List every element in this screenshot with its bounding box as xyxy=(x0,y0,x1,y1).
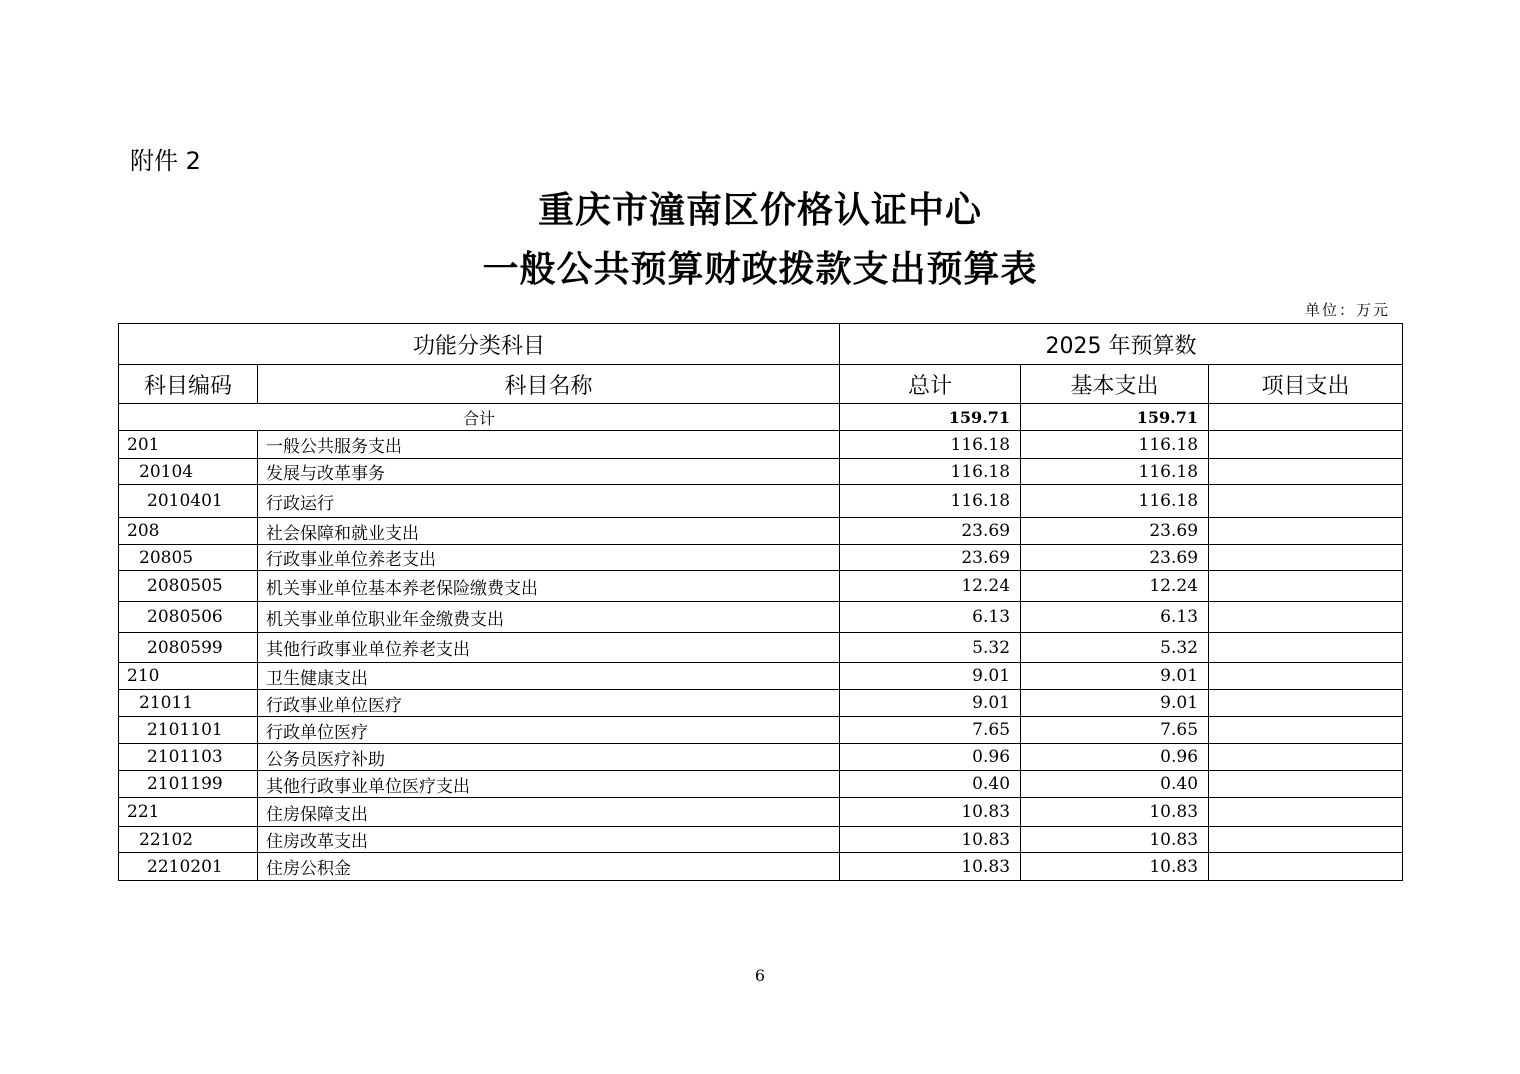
row-name: 行政事业单位养老支出 xyxy=(258,545,840,571)
row-name: 公务员医疗补助 xyxy=(258,744,840,771)
row-total: 0.96 xyxy=(840,744,1021,771)
budget-table xyxy=(118,323,1403,881)
row-project xyxy=(1209,431,1403,459)
table-row xyxy=(119,459,1403,485)
row-project xyxy=(1209,518,1403,545)
row-total: 9.01 xyxy=(840,690,1021,717)
header-function-category: 功能分类科目 xyxy=(119,324,840,365)
table-row xyxy=(119,798,1403,827)
row-basic: 9.01 xyxy=(1021,690,1209,717)
table-row xyxy=(119,744,1403,771)
row-name: 行政运行 xyxy=(258,485,840,518)
row-name: 机关事业单位基本养老保险缴费支出 xyxy=(258,571,840,602)
row-basic: 23.69 xyxy=(1021,518,1209,545)
table-row xyxy=(119,633,1403,663)
row-code: 2080505 xyxy=(119,571,258,602)
table-row xyxy=(119,771,1403,798)
header-name: 科目名称 xyxy=(258,365,840,404)
row-basic: 5.32 xyxy=(1021,633,1209,663)
row-basic: 23.69 xyxy=(1021,545,1209,571)
total-row xyxy=(119,404,1403,431)
row-total: 116.18 xyxy=(840,459,1021,485)
row-total: 5.32 xyxy=(840,633,1021,663)
row-name: 住房保障支出 xyxy=(258,798,840,827)
row-project xyxy=(1209,771,1403,798)
attachment-label: 附件 2 xyxy=(130,147,201,175)
row-code: 2101101 xyxy=(119,717,258,744)
table-row xyxy=(119,431,1403,459)
table-row xyxy=(119,602,1403,633)
total-basic: 159.71 xyxy=(1021,404,1209,431)
table-row xyxy=(119,545,1403,571)
row-total: 116.18 xyxy=(840,431,1021,459)
row-name: 行政事业单位医疗 xyxy=(258,690,840,717)
row-total: 7.65 xyxy=(840,717,1021,744)
header-project: 项目支出 xyxy=(1209,365,1403,404)
table-row xyxy=(119,663,1403,690)
table-row xyxy=(119,690,1403,717)
row-code: 2101103 xyxy=(119,744,258,771)
row-project xyxy=(1209,545,1403,571)
row-code: 2010401 xyxy=(119,485,258,518)
row-basic: 116.18 xyxy=(1021,459,1209,485)
table-header-group-row xyxy=(119,324,1403,365)
row-basic: 0.40 xyxy=(1021,771,1209,798)
row-project xyxy=(1209,633,1403,663)
total-amount: 159.71 xyxy=(840,404,1021,431)
header-total: 总计 xyxy=(840,365,1021,404)
row-basic: 9.01 xyxy=(1021,663,1209,690)
row-basic: 10.83 xyxy=(1021,798,1209,827)
table-row xyxy=(119,518,1403,545)
table-header-row xyxy=(119,365,1403,404)
row-project xyxy=(1209,717,1403,744)
row-name: 发展与改革事务 xyxy=(258,459,840,485)
row-project xyxy=(1209,853,1403,881)
row-project xyxy=(1209,744,1403,771)
total-project xyxy=(1209,404,1403,431)
row-total: 10.83 xyxy=(840,798,1021,827)
header-basic: 基本支出 xyxy=(1021,365,1209,404)
row-basic: 6.13 xyxy=(1021,602,1209,633)
row-code: 2101199 xyxy=(119,771,258,798)
row-total: 116.18 xyxy=(840,485,1021,518)
table-row xyxy=(119,571,1403,602)
row-code: 210 xyxy=(119,663,258,690)
row-total: 6.13 xyxy=(840,602,1021,633)
row-name: 住房公积金 xyxy=(258,853,840,881)
row-basic: 116.18 xyxy=(1021,431,1209,459)
unit-label: 单位：万元 xyxy=(1304,301,1390,319)
table-row xyxy=(119,853,1403,881)
header-code: 科目编码 xyxy=(119,365,258,404)
row-name: 卫生健康支出 xyxy=(258,663,840,690)
row-name: 住房改革支出 xyxy=(258,827,840,853)
row-code: 2080506 xyxy=(119,602,258,633)
row-code: 2080599 xyxy=(119,633,258,663)
table-row xyxy=(119,717,1403,744)
row-total: 23.69 xyxy=(840,545,1021,571)
row-code: 20805 xyxy=(119,545,258,571)
row-code: 201 xyxy=(119,431,258,459)
row-total: 10.83 xyxy=(840,827,1021,853)
row-project xyxy=(1209,485,1403,518)
row-code: 221 xyxy=(119,798,258,827)
row-name: 其他行政事业单位医疗支出 xyxy=(258,771,840,798)
row-basic: 12.24 xyxy=(1021,571,1209,602)
row-code: 208 xyxy=(119,518,258,545)
row-code: 21011 xyxy=(119,690,258,717)
row-name: 一般公共服务支出 xyxy=(258,431,840,459)
row-project xyxy=(1209,690,1403,717)
row-project xyxy=(1209,663,1403,690)
page-number: 6 xyxy=(754,966,766,985)
header-budget-year: 2025 年预算数 xyxy=(840,324,1403,365)
row-basic: 10.83 xyxy=(1021,853,1209,881)
row-project xyxy=(1209,602,1403,633)
table-row xyxy=(119,827,1403,853)
document-title-line1: 重庆市潼南区价格认证中心 xyxy=(537,189,982,231)
row-basic: 10.83 xyxy=(1021,827,1209,853)
row-basic: 7.65 xyxy=(1021,717,1209,744)
row-project xyxy=(1209,459,1403,485)
row-code: 2210201 xyxy=(119,853,258,881)
row-total: 12.24 xyxy=(840,571,1021,602)
row-name: 社会保障和就业支出 xyxy=(258,518,840,545)
row-total: 9.01 xyxy=(840,663,1021,690)
row-basic: 0.96 xyxy=(1021,744,1209,771)
row-total: 10.83 xyxy=(840,853,1021,881)
row-project xyxy=(1209,798,1403,827)
row-name: 其他行政事业单位养老支出 xyxy=(258,633,840,663)
row-name: 行政单位医疗 xyxy=(258,717,840,744)
row-code: 22102 xyxy=(119,827,258,853)
row-project xyxy=(1209,827,1403,853)
row-total: 0.40 xyxy=(840,771,1021,798)
row-name: 机关事业单位职业年金缴费支出 xyxy=(258,602,840,633)
row-project xyxy=(1209,571,1403,602)
row-basic: 116.18 xyxy=(1021,485,1209,518)
total-label: 合计 xyxy=(119,404,840,431)
row-total: 23.69 xyxy=(840,518,1021,545)
table-row xyxy=(119,485,1403,518)
row-code: 20104 xyxy=(119,459,258,485)
document-title-line2: 一般公共预算财政拨款支出预算表 xyxy=(482,248,1038,290)
